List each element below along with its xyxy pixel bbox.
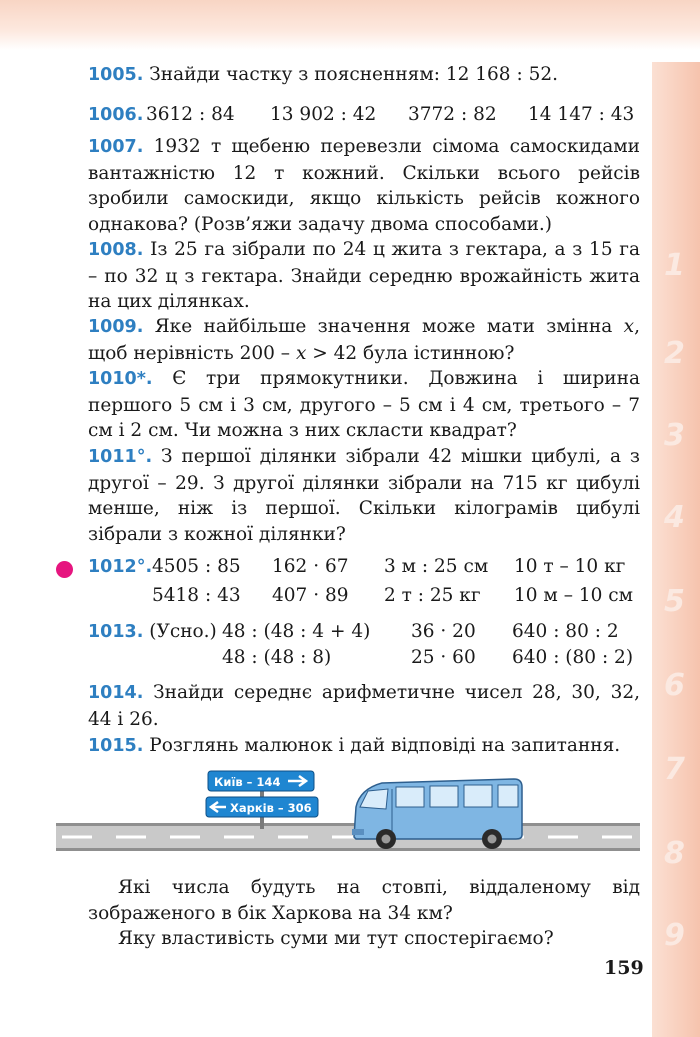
expression: 3 м : 25 см [384,556,489,577]
problem-number: 1006. [88,105,144,125]
highlight-dot [56,561,73,578]
problem-1011 [88,444,640,547]
side-tab-number: 5 [664,584,685,619]
expression: 2 т : 25 кг [384,585,481,606]
problem-number: 1014. [88,683,144,703]
sign-kyiv [208,771,314,791]
expression: 48 : (48 : 4 + 4) [222,621,371,642]
road-illustration [56,765,640,860]
van-icon [352,779,522,849]
problem-text: Яке найбільше значення може мати змінна [154,316,624,337]
sign-kyiv-text: Київ – 144 [214,775,281,789]
division-expression: 13 902 : 42 [270,104,377,125]
problem-text: Із 25 га зібрали по 24 ц жита з гектара, а з 15 га – по 32 ц з гектара. Знайди середню врожайність жита на цих ділянках. [88,239,641,312]
expression: 25 · 60 [411,647,476,668]
expression: 10 т – 10 кг [514,556,626,577]
side-chapter-tabs [652,62,700,1037]
variable-x: x [623,316,635,337]
division-expression: 14 147 : 43 [528,104,635,125]
expression: 10 м – 10 см [514,585,633,606]
page-number: 159 [604,957,644,979]
side-tab-number: 2 [664,336,685,371]
side-tab-number: 3 [664,418,685,453]
problem-text: Розглянь малюнок і дай відповіді на запитання. [149,735,621,756]
problem-1005 [88,62,640,89]
expression: 36 · 20 [411,621,476,642]
expression: 640 : (80 : 2) [512,647,634,668]
top-decorative-band [0,0,700,50]
problem-text: Знайди частку з поясненням: 12 168 : 52. [149,64,558,85]
side-tab-number: 1 [664,248,685,283]
question-1: Які числа будуть на стовпі, віддаленому від зображеного в бік Харкова на 34 км? [88,877,640,924]
sign-kharkiv [206,797,318,817]
problem-text: Є три прямокутники. Довжина і ширина першого 5 см і 3 см, другого – 5 см і 4 см, третього – 7 см і 2 см. Чи можна з них скласти квадрат? [88,368,640,441]
side-tab-number: 8 [664,836,685,871]
expression: 4505 : 85 [152,556,241,577]
problem-number: 1011°. [88,447,153,467]
side-tab-number: 7 [664,752,685,787]
problem-1007 [88,134,640,237]
problem-number: 1008. [88,240,144,260]
problem-number: 1012°. [88,557,153,577]
problem-number: 1005. [88,65,144,85]
sign-kharkiv-text: Харків – 306 [230,801,312,815]
division-expression: 3772 : 82 [408,104,497,125]
problem-text: , щоб нерівність 200 – [88,316,640,364]
expression: 48 : (48 : 8) [222,647,332,668]
expression: 162 · 67 [272,556,349,577]
variable-x: x [295,342,307,364]
expression: 407 · 89 [272,585,349,606]
problem-number: 1010*. [88,369,153,389]
problem-text: З першої ділянки зібрали 42 мішки цибулі, а з другої – 29. З другої ділянки зібрали на 715 кг цибулі менше, ніж із першої. Скільки кілограмів цибулі зібрали з кожної ділянки? [88,446,640,545]
problem-text: Знайди середнє арифметичне чисел 28, 30, 32, 44 і 26. [88,682,640,730]
expression: 640 : 80 : 2 [512,621,619,642]
expression: 5418 : 43 [152,585,241,606]
problem-number: 1007. [88,137,144,157]
side-tab-number: 4 [664,500,685,535]
problem-1014 [88,680,640,732]
problem-number: 1015. [88,736,144,756]
problem-1010 [88,366,640,444]
side-tab-number: 6 [664,668,685,703]
side-tab-number: 9 [664,918,685,953]
problem-1008 [88,237,640,315]
question-2: Яку властивість суми ми тут спостерігаємо? [118,928,554,949]
problem-1009 [88,314,640,366]
problem-text: > 42 була істинною? [306,342,515,364]
problem-1015 [88,733,640,760]
problem-text: 1932 т щебеню перевезли сімома самоскидами вантажністю 12 т кожний. Скільки всього рейсів зробили самоскиди, якщо кількість рейсів кожного однакова? (Розв’яжи задачу двома способами.) [88,136,640,235]
division-expression: 3612 : 84 [146,104,235,125]
oral-label: (Усно.) [149,621,217,642]
problem-number: 1013. [88,622,144,642]
problem-number: 1009. [88,317,144,337]
